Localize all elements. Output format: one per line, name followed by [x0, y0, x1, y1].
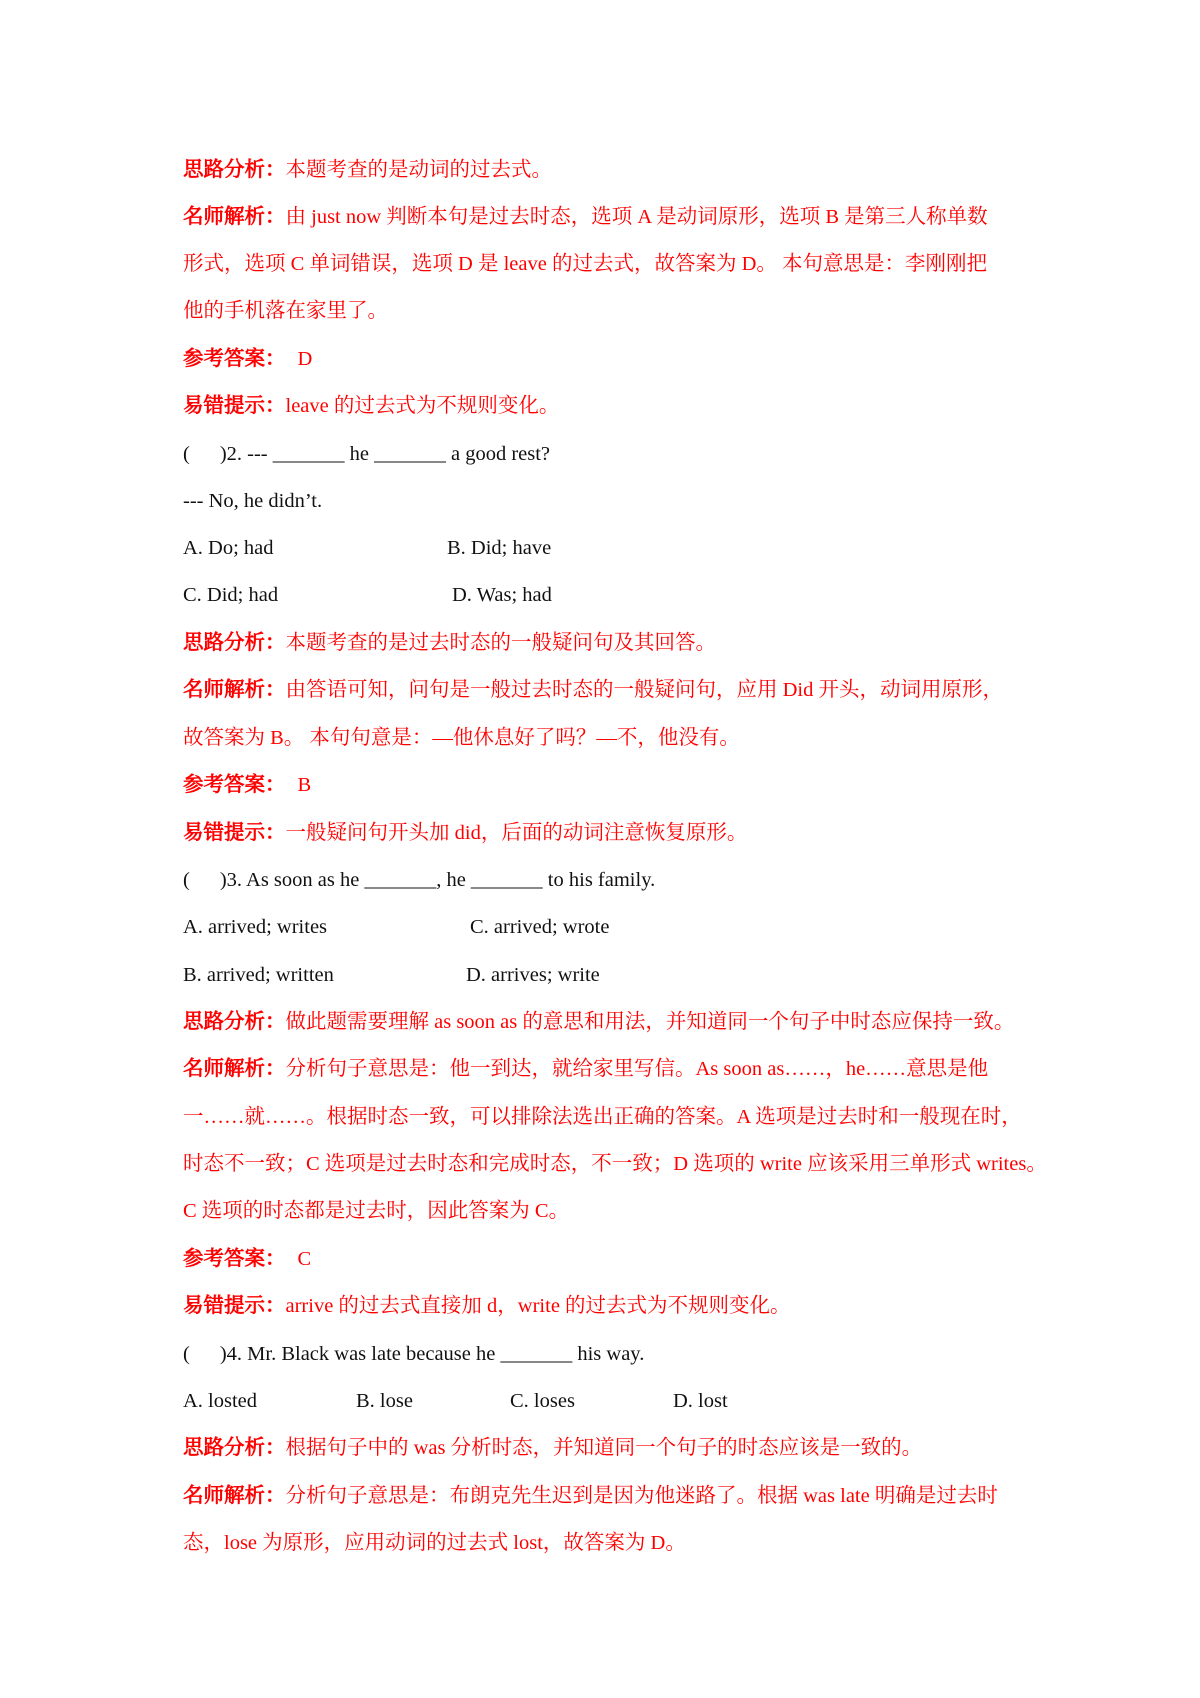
analysis-label: 思路分析：	[183, 159, 286, 181]
q1-explain-line-3: 他的手机落在家里了。	[183, 300, 388, 322]
explain-label: 名师解析：	[183, 1485, 286, 1507]
q4-option-c: C. loses	[510, 1390, 575, 1412]
q1-explain-line-1	[183, 204, 1043, 230]
q2-analysis-line	[183, 630, 1043, 656]
analysis-label: 思路分析：	[183, 632, 286, 654]
q1-tip-line	[183, 393, 1043, 419]
explain-label: 名师解析：	[183, 206, 286, 228]
q3-stem	[183, 867, 1043, 893]
q4-option-b: B. lose	[356, 1390, 413, 1412]
q3-analysis-line	[183, 1009, 1043, 1035]
q3-stem-text: )3. As soon as he _______, he _______ to his family.	[219, 869, 656, 891]
answer-label: 参考答案：	[183, 774, 286, 796]
q3-explain-text: 分析句子意思是：他一到达，就给家里写信。As soon as……，he……意思是他	[285, 1058, 989, 1080]
analysis-label: 思路分析：	[183, 1437, 286, 1459]
q3-option-a: A. arrived; writes	[183, 916, 328, 938]
q4-explain-line-2: 态，lose 为原形，应用动词的过去式 lost，故答案为 D。	[183, 1532, 686, 1554]
q1-analysis-line	[183, 157, 1043, 183]
q4-analysis-text: 根据句子中的 was 分析时态，并知道同一个句子的时态应该是一致的。	[285, 1437, 923, 1459]
q3-explain-line-1	[183, 1056, 1043, 1082]
q4-explain-text: 分析句子意思是：布朗克先生迟到是因为他迷路了。根据 was late 明确是过去时	[285, 1485, 998, 1507]
q3-explain-line-3: 时态不一致；C 选项是过去时态和完成时态，不一致；D 选项的 write 应该采用三单形式 writes。	[183, 1153, 1047, 1175]
q3-answer-text: C	[297, 1248, 312, 1270]
q3-analysis-text: 做此题需要理解 as soon as 的意思和用法，并知道同一个句子中时态应保持一致。	[285, 1011, 1015, 1033]
q1-tip-text: leave 的过去式为不规则变化。	[285, 395, 560, 417]
tip-label: 易错提示：	[183, 822, 286, 844]
q3-option-c: C. arrived; wrote	[470, 916, 610, 938]
q3-option-b: B. arrived; written	[183, 964, 334, 986]
q2-tip-text: 一般疑问句开头加 did，后面的动词注意恢复原形。	[285, 822, 748, 844]
q1-analysis-text: 本题考查的是动词的过去式。	[285, 159, 552, 181]
q3-answer-line	[183, 1246, 1043, 1272]
q2-reply: --- No, he didn’t.	[183, 490, 323, 512]
q3-tip-line	[183, 1293, 1043, 1319]
q3-option-d: D. arrives; write	[466, 964, 600, 986]
q4-analysis-line	[183, 1435, 1043, 1461]
q2-explain-line-1	[183, 677, 1043, 703]
q1-answer-text: D	[297, 348, 313, 370]
q4-stem	[183, 1341, 1043, 1367]
q1-answer-line	[183, 346, 1043, 372]
q2-paren: (	[183, 443, 190, 465]
q3-explain-line-4: C 选项的时态都是过去时，因此答案为 C。	[183, 1200, 570, 1222]
explain-label: 名师解析：	[183, 679, 286, 701]
q2-option-b: B. Did; have	[447, 537, 552, 559]
q4-option-d: D. lost	[673, 1390, 728, 1412]
q2-stem	[183, 441, 1043, 467]
q2-stem-text: )2. --- _______ he _______ a good rest?	[219, 443, 551, 465]
q3-tip-text: arrive 的过去式直接加 d，write 的过去式为不规则变化。	[285, 1295, 791, 1317]
q1-explain-line-2: 形式，选项 C 单词错误，选项 D 是 leave 的过去式，故答案为 D。 本句意思是：李刚刚把	[183, 253, 988, 275]
q2-tip-line	[183, 820, 1043, 846]
analysis-label: 思路分析：	[183, 1011, 286, 1033]
q4-explain-line-1	[183, 1483, 1043, 1509]
q3-paren: (	[183, 869, 190, 891]
q2-explain-line-2: 故答案为 B。 本句句意是：—他休息好了吗？—不，他没有。	[183, 727, 740, 749]
q1-explain-text: 由 just now 判断本句是过去时态，选项 A 是动词原形，选项 B 是第三人称单数	[285, 206, 988, 228]
explain-label: 名师解析：	[183, 1058, 286, 1080]
q3-explain-line-2: 一……就……。根据时态一致，可以排除法选出正确的答案。A 选项是过去时和一般现在时，	[183, 1106, 1022, 1128]
q4-stem-text: )4. Mr. Black was late because he _______ his way.	[219, 1343, 645, 1365]
answer-label: 参考答案：	[183, 348, 286, 370]
q2-answer-line	[183, 772, 1043, 798]
q2-analysis-text: 本题考查的是过去时态的一般疑问句及其回答。	[285, 632, 716, 654]
q2-option-a: A. Do; had	[183, 537, 274, 559]
q2-answer-text: B	[297, 774, 312, 796]
q2-explain-text: 由答语可知，问句是一般过去时态的一般疑问句，应用 Did 开头，动词用原形，	[285, 679, 1003, 701]
tip-label: 易错提示：	[183, 1295, 286, 1317]
tip-label: 易错提示：	[183, 395, 286, 417]
answer-label: 参考答案：	[183, 1248, 286, 1270]
q4-paren: (	[183, 1343, 190, 1365]
q2-option-c: C. Did; had	[183, 584, 279, 606]
q4-option-a: A. losted	[183, 1390, 258, 1412]
q2-option-d: D. Was; had	[452, 584, 552, 606]
